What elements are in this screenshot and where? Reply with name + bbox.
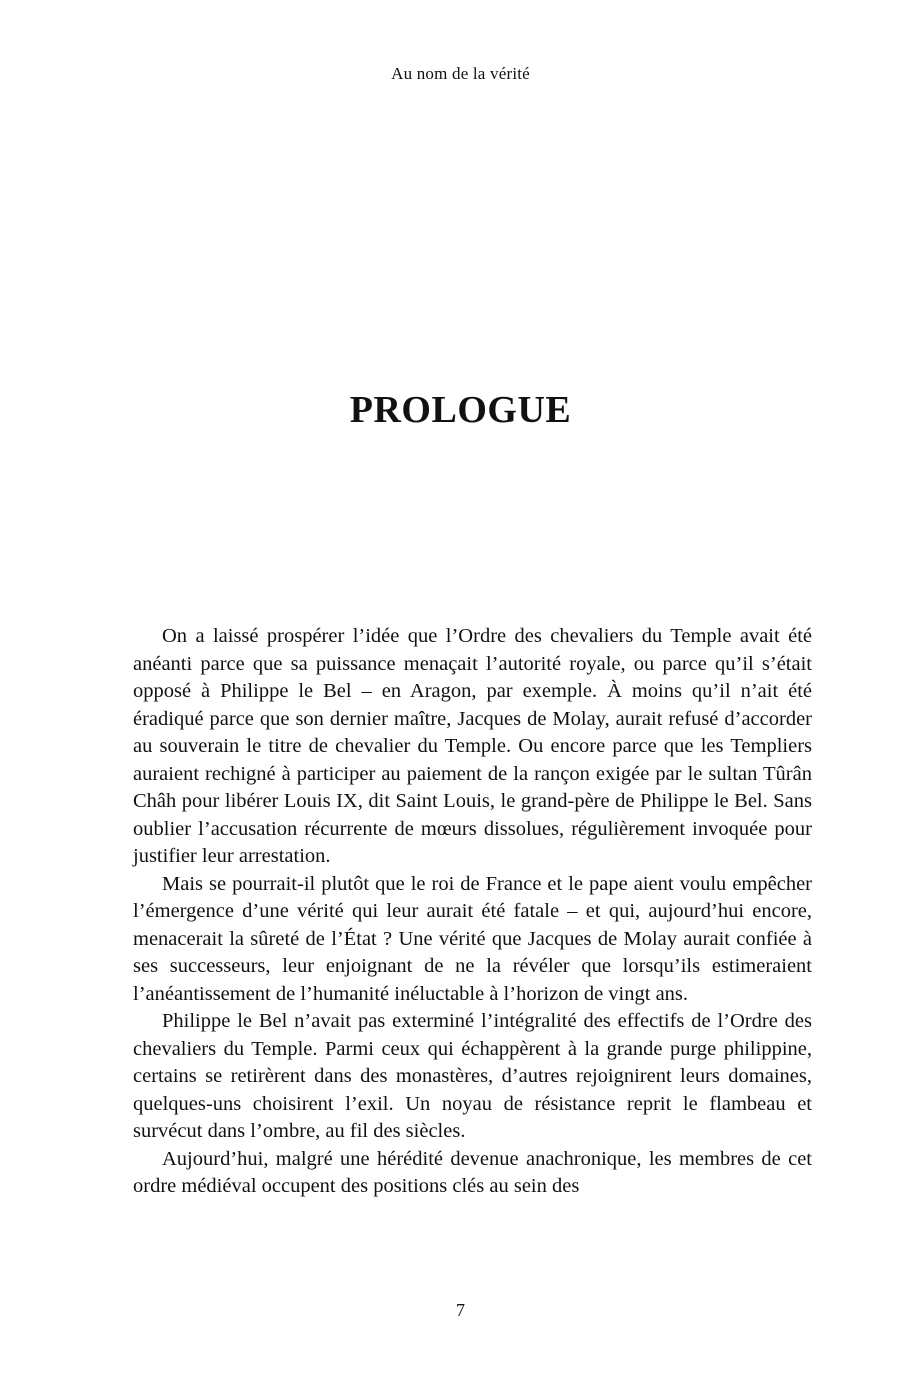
chapter-title: PROLOGUE (349, 389, 572, 431)
body-text (133, 623, 812, 1201)
paragraph-3: Philippe le Bel n’avait pas exterminé l’intégralité des effectifs de l’Ordre des chevaliers du Temple. Parmi ceux qui échappèrent à la grande purge philippine, certains se retirèrent dans des monastères, d’autres rejoignirent leurs domaines, quelques-uns choisirent l’exil. Un noyau de résistance reprit le flambeau et survécut dans l’ombre, au fil des siècles. (133, 1010, 812, 1142)
paragraph-4: Aujourd’hui, malgré une hérédité devenue anachronique, les membres de cet ordre médiéval occupent des positions clés au sein des (133, 1147, 812, 1197)
paragraph-2: Mais se pourrait-il plutôt que le roi de France et le pape aient voulu empêcher l’émergence d’une vérité qui leur aurait été fatale – et qui, aujourd’hui encore, menacerait la sûreté de l’État ? Une vérité que Jacques de Molay aurait confiée à ses successeurs, leur enjoignant de ne la révéler que lorsqu’ils estimeraient l’anéantissement de l’humanité inéluctable à l’horizon de vingt ans. (133, 872, 812, 1005)
paragraph-1: On a laissé prospérer l’idée que l’Ordre des chevaliers du Temple avait été anéanti parce que sa puissance menaçait l’autorité royale, ou parce qu’il s’était opposé à Philippe le Bel – en Aragon, par exemple. À moins qu’il n’ait été éradiqué parce que son dernier maître, Jacques de Molay, aurait refusé d’accorder au souverain le titre de chevalier du Temple. Ou encore parce que les Templiers auraient rechigné à participer au paiement de la rançon exigée par le sultan Tûrân Châh pour libérer Louis IX, dit Saint Louis, le grand-père de Philippe le Bel. Sans oublier l’accusation récurrente de mœurs dissolues, régulièrement invoquée pour justifier leur arrestation. (133, 625, 812, 867)
page-number: 7 (456, 1300, 465, 1320)
running-header: Au nom de la vérité (391, 64, 530, 83)
